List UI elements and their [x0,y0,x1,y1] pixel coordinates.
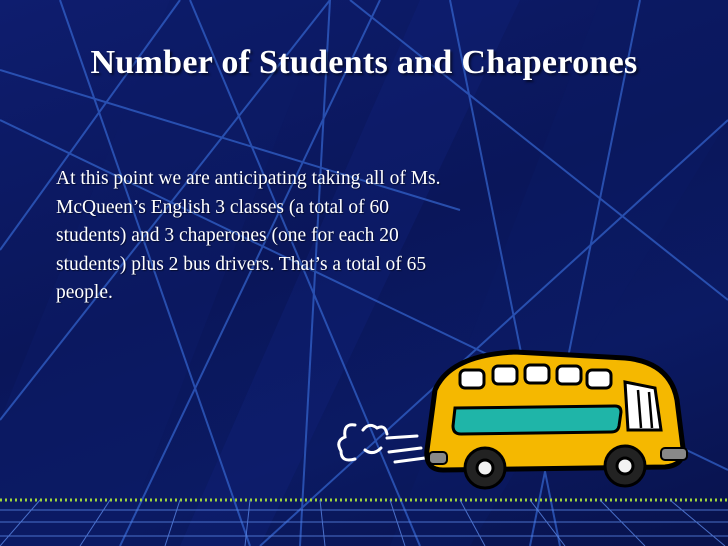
slide-title: Number of Students and Chaperones [90,44,638,81]
slide-body-text: At this point we are anticipating taking all of Ms. McQueen’s English 3 classes (a total of 60 students) and 3 chaperones (one for each 20 students) plus 2 bus drivers. That’s a total of 65 people. [56,168,441,304]
school-bus-icon [325,330,705,500]
exhaust-cloud-icon [339,425,425,462]
